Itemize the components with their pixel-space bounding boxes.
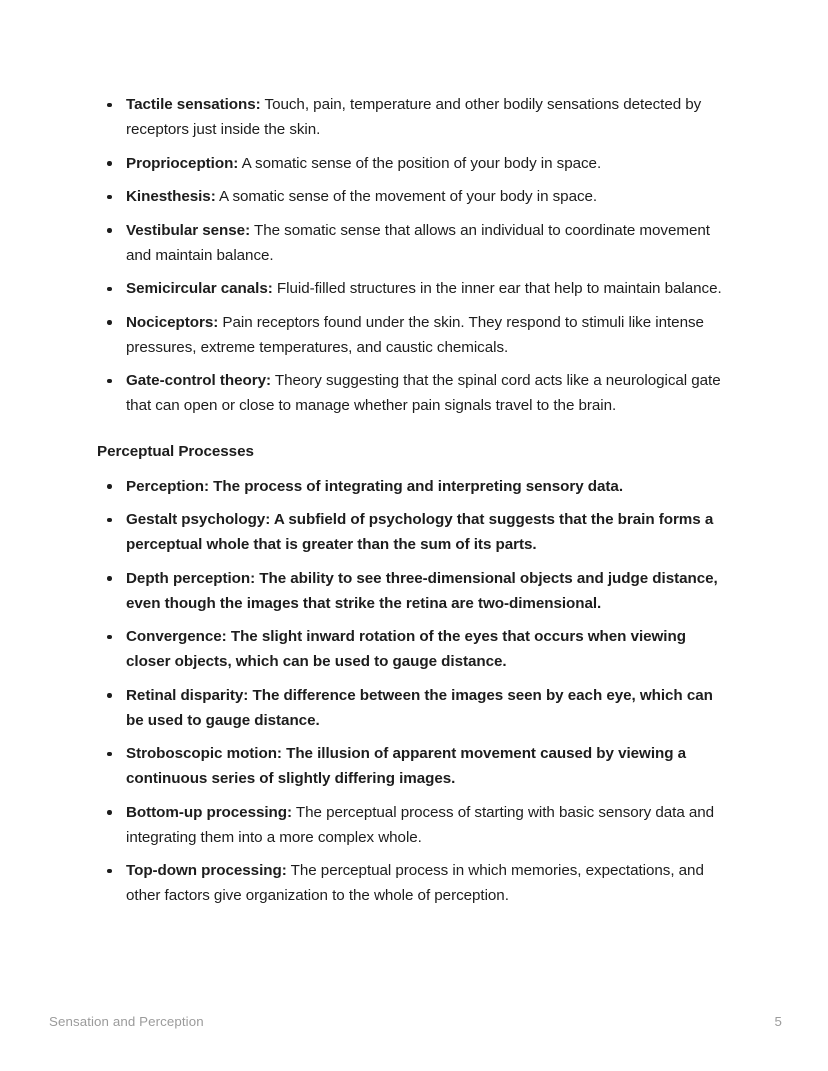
bullet-list-somatic-senses xyxy=(97,92,731,418)
list-item xyxy=(97,368,731,418)
glossary-definition: Theory suggesting that the spinal cord acts like a neurological gate that can open or close to manage whether pain signals travel to the brain. xyxy=(126,372,721,414)
glossary-definition: The slight inward rotation of the eyes that occurs when viewing closer objects, which can be used to gauge distance. xyxy=(126,628,686,670)
glossary-definition: The somatic sense that allows an individual to coordinate movement and maintain balance. xyxy=(126,221,710,264)
list-item xyxy=(97,800,731,850)
glossary-definition: The difference between the images seen by each eye, which can be used to gauge distance. xyxy=(126,686,713,729)
list-item xyxy=(97,92,731,142)
glossary-definition: Touch, pain, temperature and other bodily sensations detected by receptors just inside the skin. xyxy=(126,96,702,138)
list-item xyxy=(97,151,731,176)
glossary-definition: A somatic sense of the movement of your body in space. xyxy=(215,188,598,205)
glossary-term: Depth perception: xyxy=(126,569,256,587)
list-item xyxy=(97,276,731,301)
glossary-term: Convergence: xyxy=(126,628,227,645)
glossary-definition: A subfield of psychology that suggests that the brain forms a perceptual whole that is greater than the sum of its parts. xyxy=(126,511,714,553)
glossary-term: Gestalt psychology: xyxy=(126,511,271,528)
list-item xyxy=(97,507,731,557)
glossary-definition: The ability to see three-dimensional objects and judge distance, even though the images that strike the retina are two-dimensional. xyxy=(126,569,718,612)
list-item xyxy=(97,624,731,674)
glossary-definition: A somatic sense of the position of your body in space. xyxy=(238,154,602,172)
glossary-term: Top-down processing: xyxy=(126,862,287,879)
section-heading-perceptual-processes: Perceptual Processes xyxy=(97,442,254,460)
list-item xyxy=(97,184,731,209)
glossary-term: Retinal disparity: xyxy=(126,686,249,704)
glossary-term: Nociceptors: xyxy=(126,313,219,331)
footer-page-number: 5 xyxy=(774,1013,782,1029)
glossary-definition: Pain receptors found under the skin. They respond to stimuli like intense pressures, extreme temperatures, and caustic chemicals. xyxy=(126,313,704,356)
page-footer xyxy=(49,1010,782,1032)
glossary-term: Perception: xyxy=(126,477,209,495)
glossary-term: Vestibular sense: xyxy=(126,221,251,239)
list-item xyxy=(97,683,731,733)
list-item xyxy=(97,741,731,791)
list-item xyxy=(97,310,731,360)
glossary-term: Proprioception: xyxy=(126,154,239,172)
document-body xyxy=(97,92,731,917)
bullet-list-perceptual-processes xyxy=(97,474,731,909)
glossary-definition: The perceptual process in which memories, expectations, and other factors give organization to the whole of perception. xyxy=(126,862,704,904)
glossary-definition: The illusion of apparent movement caused by viewing a continuous series of slightly differing images. xyxy=(126,745,687,787)
glossary-term: Tactile sensations: xyxy=(126,96,261,113)
list-item xyxy=(97,566,731,616)
list-item xyxy=(97,858,731,908)
glossary-term: Bottom-up processing: xyxy=(126,803,293,821)
list-item xyxy=(97,474,731,499)
glossary-term: Semicircular canals: xyxy=(126,280,273,297)
glossary-definition: The perceptual process of starting with basic sensory data and integrating them into a more complex whole. xyxy=(126,803,715,846)
glossary-definition: The process of integrating and interpreting sensory data. xyxy=(209,477,623,495)
list-item xyxy=(97,218,731,268)
glossary-term: Kinesthesis: xyxy=(126,188,216,205)
section-spacer xyxy=(97,427,731,429)
glossary-term: Stroboscopic motion: xyxy=(126,745,282,762)
footer-document-title: Sensation and Perception xyxy=(49,1013,204,1029)
glossary-term: Gate-control theory: xyxy=(126,372,271,389)
glossary-definition: Fluid-filled structures in the inner ear that help to maintain balance. xyxy=(272,280,722,297)
